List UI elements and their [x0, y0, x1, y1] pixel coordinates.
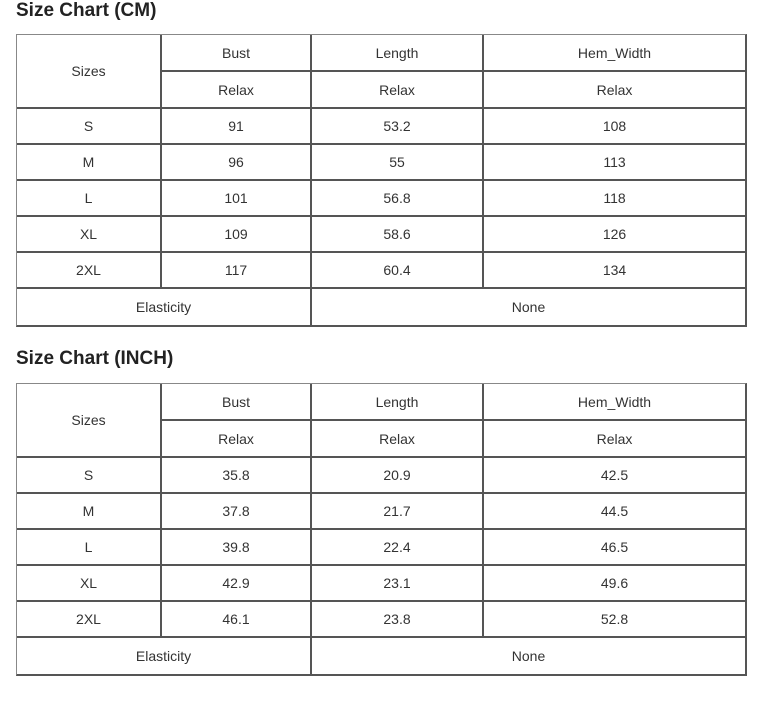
bust-value: 46.1 [162, 602, 312, 638]
sizes-header: Sizes [17, 384, 162, 458]
elasticity-label: Elasticity [17, 638, 312, 674]
elasticity-row [17, 638, 745, 674]
size-chart-cm-table [16, 34, 747, 327]
length-value: 56.8 [312, 181, 484, 217]
length-value: 23.1 [312, 566, 484, 602]
bust-fit: Relax [162, 421, 312, 458]
size-cell: L [17, 530, 162, 566]
size-chart-inch-title: Size Chart (INCH) [16, 348, 174, 369]
table-row [17, 458, 745, 494]
hem-width-value: 113 [484, 145, 745, 181]
table-row [17, 145, 745, 181]
bust-fit: Relax [162, 72, 312, 109]
elasticity-label: Elasticity [17, 289, 312, 325]
hem-width-value: 134 [484, 253, 745, 289]
length-header: Length [312, 35, 484, 72]
size-cell: XL [17, 566, 162, 602]
size-cell: S [17, 458, 162, 494]
hem-width-header: Hem_Width [484, 384, 745, 421]
bust-value: 117 [162, 253, 312, 289]
table-row [17, 530, 745, 566]
size-cell: 2XL [17, 602, 162, 638]
size-cell: M [17, 145, 162, 181]
hem-width-value: 108 [484, 109, 745, 145]
size-cell: 2XL [17, 253, 162, 289]
length-header: Length [312, 384, 484, 421]
size-cell: XL [17, 217, 162, 253]
length-value: 55 [312, 145, 484, 181]
table-row [17, 181, 745, 217]
table-row [17, 109, 745, 145]
bust-value: 91 [162, 109, 312, 145]
bust-value: 37.8 [162, 494, 312, 530]
hem-width-value: 49.6 [484, 566, 745, 602]
hem-width-header: Hem_Width [484, 35, 745, 72]
size-cell: S [17, 109, 162, 145]
length-fit: Relax [312, 72, 484, 109]
sizes-header: Sizes [17, 35, 162, 109]
bust-value: 39.8 [162, 530, 312, 566]
length-value: 23.8 [312, 602, 484, 638]
bust-value: 35.8 [162, 458, 312, 494]
table-row [17, 602, 745, 638]
elasticity-row [17, 289, 745, 325]
hem-width-value: 52.8 [484, 602, 745, 638]
elasticity-value: None [511, 299, 546, 315]
hem-width-fit: Relax [484, 72, 745, 109]
bust-header: Bust [162, 35, 312, 72]
hem-width-value: 42.5 [484, 458, 745, 494]
bust-value: 42.9 [162, 566, 312, 602]
table-header-row [17, 35, 745, 72]
table-row [17, 217, 745, 253]
hem-width-value: 44.5 [484, 494, 745, 530]
table-row [17, 253, 745, 289]
size-chart-inch-table [16, 383, 747, 676]
elasticity-value: None [511, 648, 546, 664]
hem-width-value: 46.5 [484, 530, 745, 566]
table-row [17, 566, 745, 602]
length-fit: Relax [312, 421, 484, 458]
length-value: 20.9 [312, 458, 484, 494]
length-value: 22.4 [312, 530, 484, 566]
size-cell: L [17, 181, 162, 217]
length-value: 53.2 [312, 109, 484, 145]
table-header-row [17, 384, 745, 421]
bust-header: Bust [162, 384, 312, 421]
bust-value: 109 [162, 217, 312, 253]
size-chart-cm-title: Size Chart (CM) [16, 0, 157, 21]
length-value: 60.4 [312, 253, 484, 289]
length-value: 58.6 [312, 217, 484, 253]
hem-width-fit: Relax [484, 421, 745, 458]
hem-width-value: 118 [484, 181, 745, 217]
table-row [17, 494, 745, 530]
length-value: 21.7 [312, 494, 484, 530]
size-cell: M [17, 494, 162, 530]
bust-value: 96 [162, 145, 312, 181]
hem-width-value: 126 [484, 217, 745, 253]
bust-value: 101 [162, 181, 312, 217]
